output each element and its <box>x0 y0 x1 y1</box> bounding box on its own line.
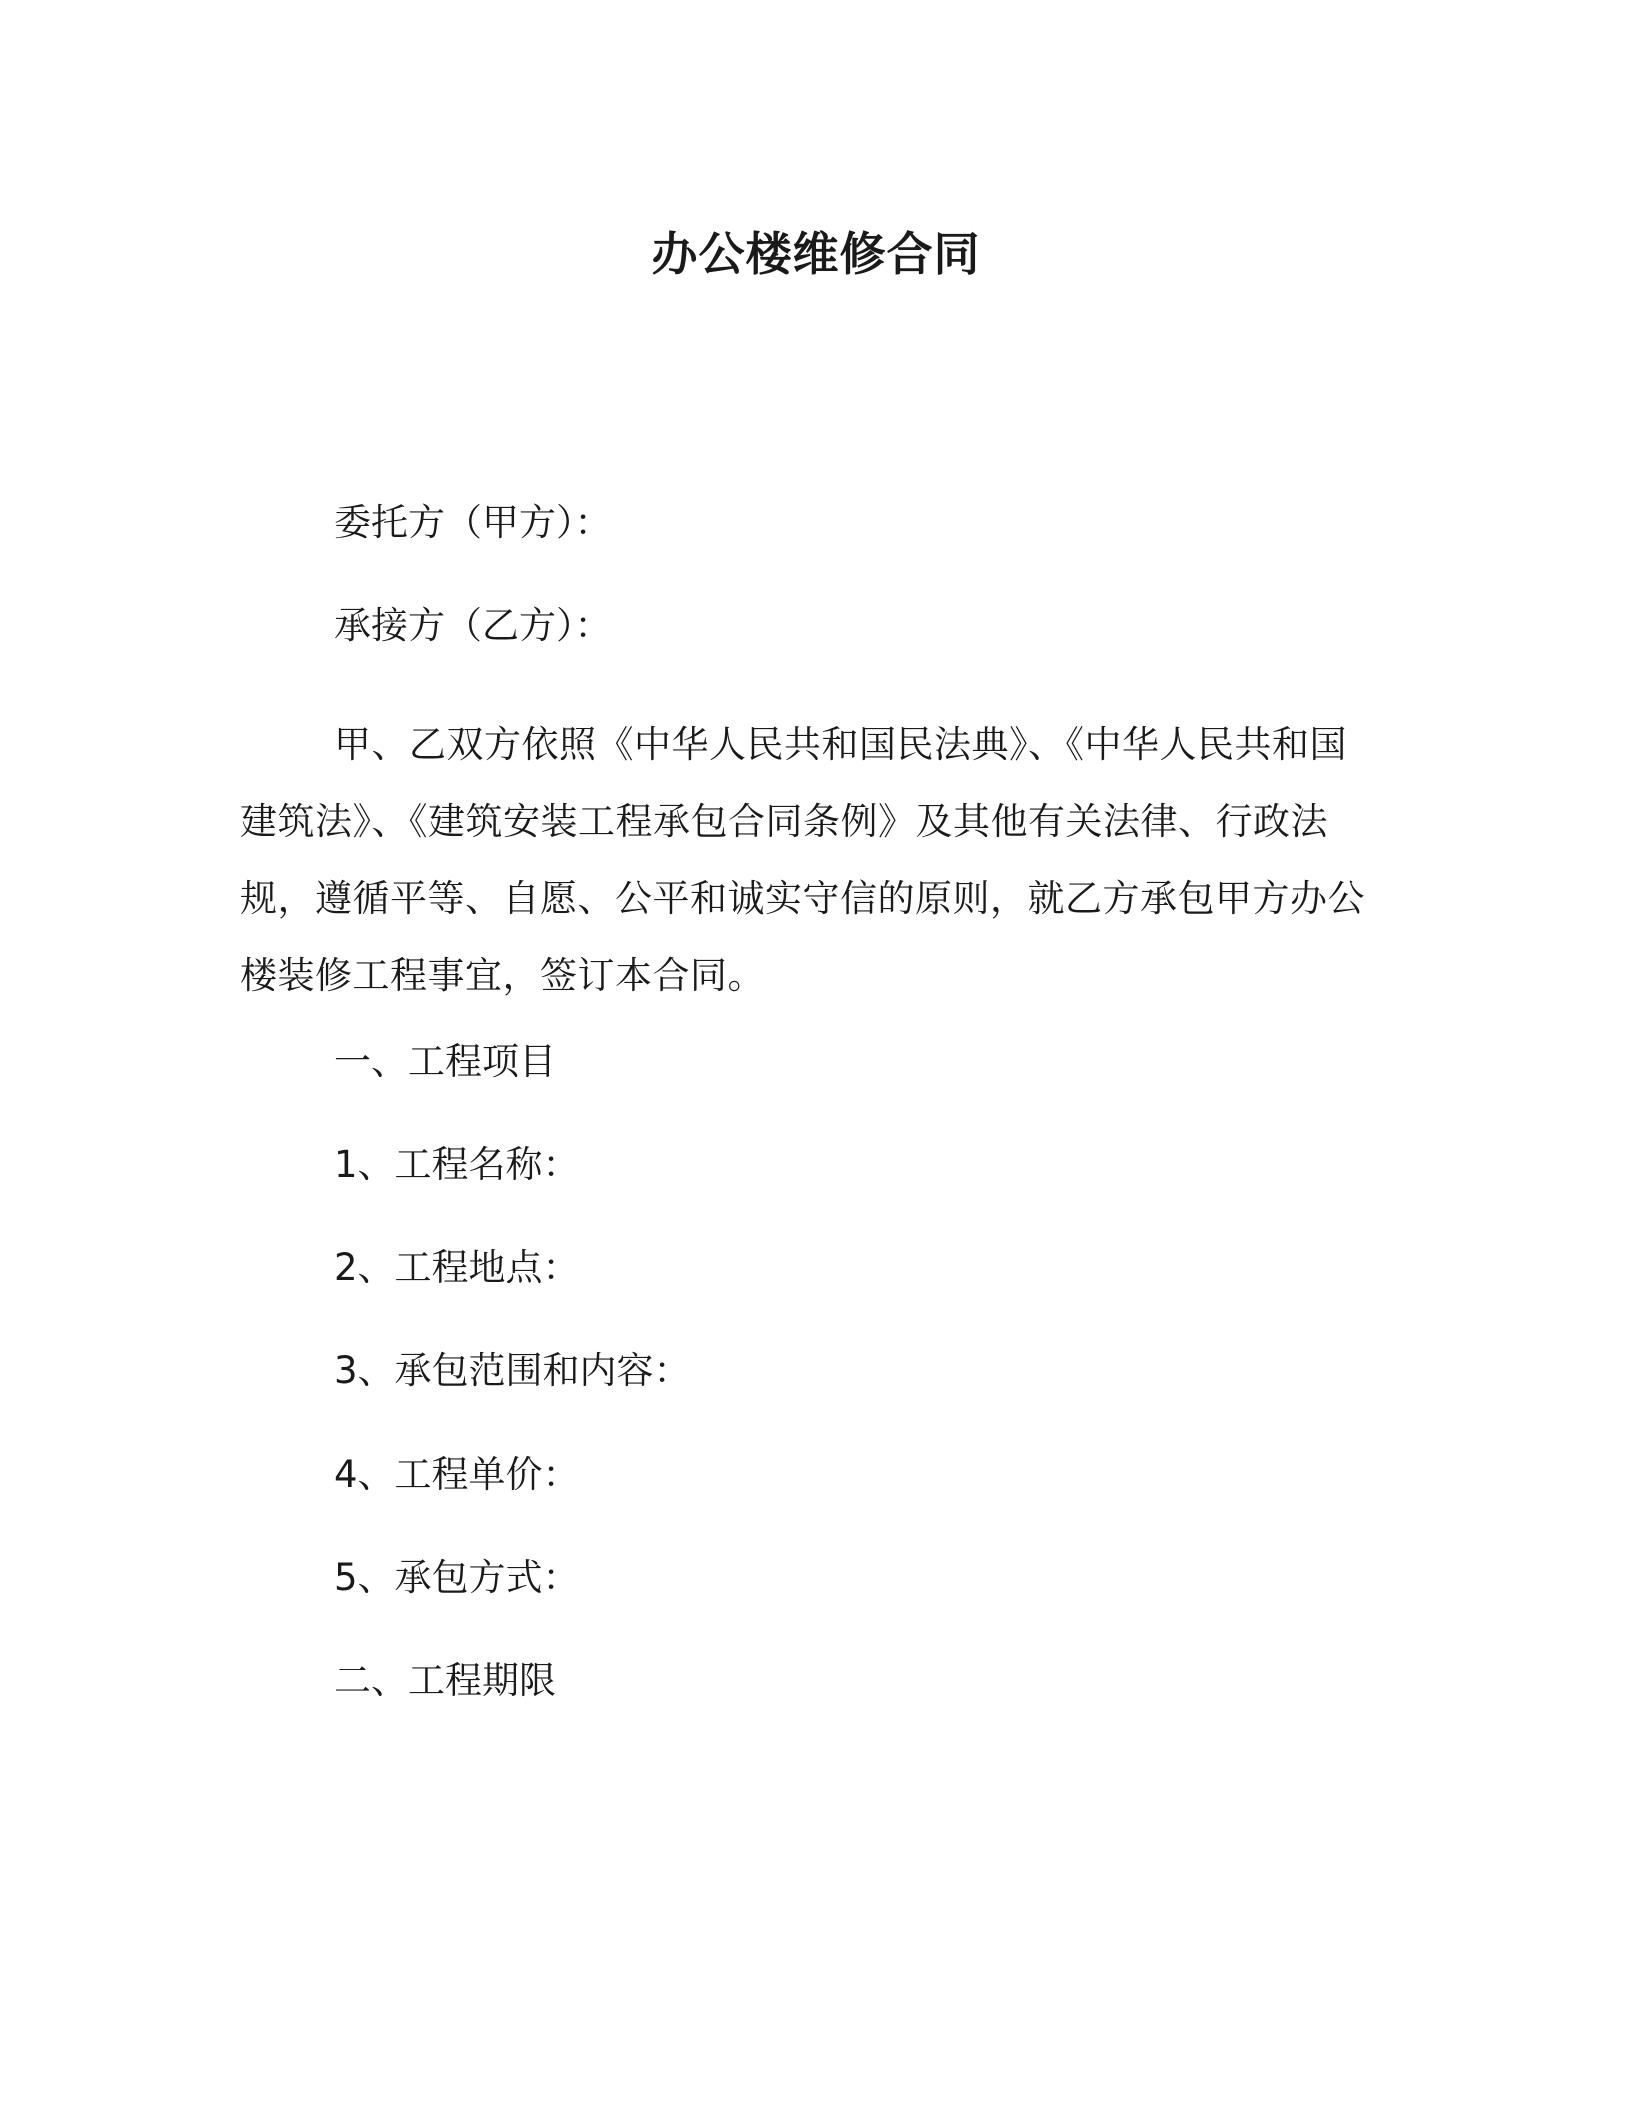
item-unit-price: 4、工程单价： <box>334 1453 580 1496</box>
item-contract-method: 5、承包方式： <box>334 1556 580 1599</box>
item-project-location: 2、工程地点： <box>334 1246 580 1289</box>
item-project-name: 1、工程名称： <box>334 1143 580 1186</box>
intro-line: 甲、乙双方依照《中华人民共和国民法典》、《中华人民共和国 <box>334 723 1347 766</box>
contract-title: 办公楼维修合同 <box>651 227 981 281</box>
item-contract-scope: 3、承包范围和内容： <box>334 1349 691 1392</box>
intro-paragraph <box>240 706 1380 1014</box>
intro-line: 楼装修工程事宜，签订本合同。 <box>240 954 765 997</box>
section-heading-project: 一、工程项目 <box>334 1040 556 1083</box>
section-heading-duration: 二、工程期限 <box>334 1659 556 1702</box>
party-b-label: 承接方（乙方）： <box>334 604 612 647</box>
intro-line: 建筑法》、《建筑安装工程承包合同条例》及其他有关法律、行政法 <box>240 800 1328 843</box>
intro-line: 规，遵循平等、自愿、公平和诚实守信的原则，就乙方承包甲方办公 <box>240 877 1365 920</box>
party-a-label: 委托方（甲方）： <box>334 501 612 544</box>
